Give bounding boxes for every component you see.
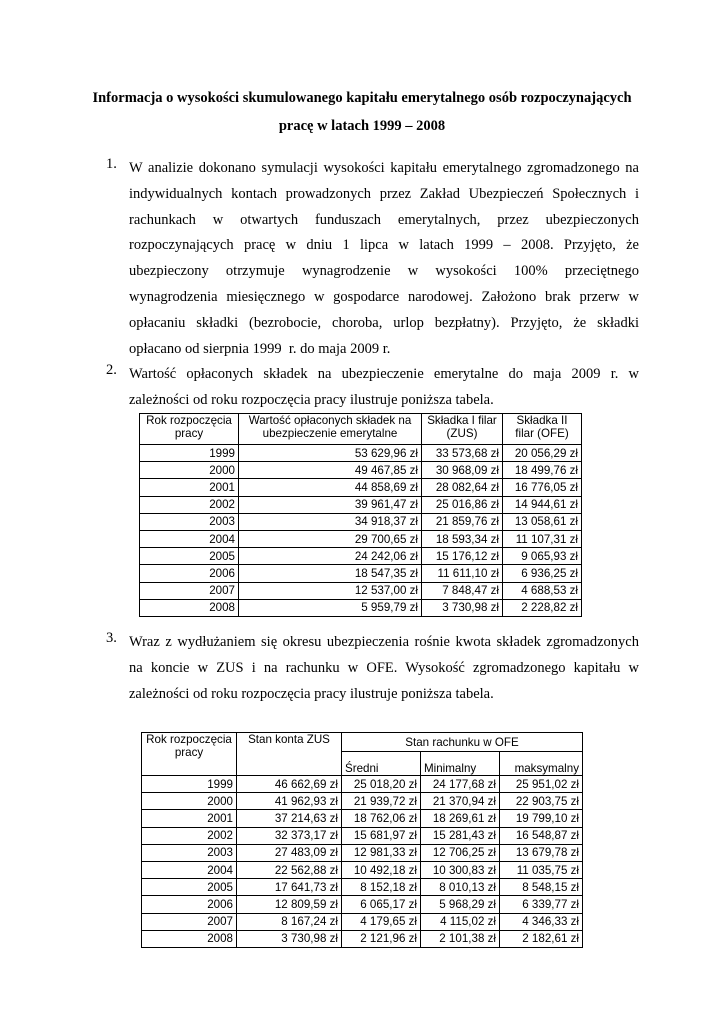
- table-row: [142, 879, 583, 896]
- item-number: 1.: [106, 156, 117, 172]
- table-cell: 22 903,75 zł: [500, 793, 583, 810]
- table-cell: 8 167,24 zł: [237, 913, 342, 930]
- table-cell: 8 548,15 zł: [500, 879, 583, 896]
- table-cell: 10 300,83 zł: [421, 861, 500, 878]
- table-cell: 5 968,29 zł: [421, 896, 500, 913]
- table-cell: 24 177,68 zł: [421, 776, 500, 793]
- table-row: [140, 445, 582, 462]
- table-cell: 13 058,61 zł: [503, 513, 582, 530]
- contributions-table: [139, 413, 582, 617]
- table-cell: 2 182,61 zł: [500, 930, 583, 947]
- document-title: [60, 84, 664, 140]
- table-cell: 34 918,37 zł: [239, 513, 422, 530]
- table-row: [142, 827, 583, 844]
- title-line: Informacja o wysokości skumulowanego kapitału emerytalnego osób rozpoczynających: [92, 90, 632, 106]
- table-row: [140, 462, 582, 479]
- table-cell: 12 981,33 zł: [342, 844, 421, 861]
- table-cell: 19 799,10 zł: [500, 810, 583, 827]
- table-row: [140, 496, 582, 513]
- table-cell: 32 373,17 zł: [237, 827, 342, 844]
- title-line: pracę w latach 1999 – 2008: [278, 118, 446, 134]
- table-row: [140, 513, 582, 530]
- table-cell: 2 121,96 zł: [342, 930, 421, 947]
- table-cell: 17 641,73 zł: [237, 879, 342, 896]
- table-cell: 18 593,34 zł: [422, 530, 503, 547]
- table-cell: 2000: [142, 793, 237, 810]
- table-cell: 25 951,02 zł: [500, 776, 583, 793]
- table-cell: 11 611,10 zł: [422, 565, 503, 582]
- table-cell: 30 968,09 zł: [422, 462, 503, 479]
- table-cell: 11 035,75 zł: [500, 861, 583, 878]
- table-row: [140, 530, 582, 547]
- table-row: [142, 793, 583, 810]
- capital-table: [141, 732, 583, 948]
- table-cell: 41 962,93 zł: [237, 793, 342, 810]
- table-cell: 2006: [142, 896, 237, 913]
- table-cell: 2007: [140, 582, 239, 599]
- table-cell: 12 706,25 zł: [421, 844, 500, 861]
- table-cell: 4 115,02 zł: [421, 913, 500, 930]
- text-line: opłacaniu składki (bezrobocie, choroba, urlop bezpłatny). Przyjęto, że składki: [129, 314, 639, 331]
- table-cell: 4 346,33 zł: [500, 913, 583, 930]
- sub-header: Średni: [342, 752, 421, 776]
- table-row: [142, 844, 583, 861]
- text-line: zależności od roku rozpoczęcia pracy ilustruje poniższa tabela.: [129, 391, 494, 408]
- paragraph-2: [129, 362, 639, 414]
- table-row: [142, 776, 583, 793]
- sub-header: maksymalny: [500, 752, 583, 776]
- item-number: 3.: [106, 630, 117, 646]
- table-cell: 33 573,68 zł: [422, 445, 503, 462]
- table-cell: 12 809,59 zł: [237, 896, 342, 913]
- table-cell: 37 214,63 zł: [237, 810, 342, 827]
- table-cell: 2000: [140, 462, 239, 479]
- table-cell: 11 107,31 zł: [503, 530, 582, 547]
- column-header: Stan rachunku w OFE: [342, 733, 583, 752]
- table-row: [142, 913, 583, 930]
- table-cell: 2002: [142, 827, 237, 844]
- table-row: [142, 861, 583, 878]
- table-cell: 2002: [140, 496, 239, 513]
- table-cell: 21 859,76 zł: [422, 513, 503, 530]
- table-cell: 9 065,93 zł: [503, 548, 582, 565]
- table-cell: 2 228,82 zł: [503, 599, 582, 616]
- table-cell: 21 370,94 zł: [421, 793, 500, 810]
- sub-header: Minimalny: [421, 752, 500, 776]
- text-line: na koncie w ZUS i na rachunku w OFE. Wysokość zgromadzonego kapitału w: [129, 659, 639, 676]
- table-cell: 16 776,05 zł: [503, 479, 582, 496]
- table-row: [140, 548, 582, 565]
- table-cell: 6 936,25 zł: [503, 565, 582, 582]
- table-cell: 3 730,98 zł: [422, 599, 503, 616]
- table-cell: 2006: [140, 565, 239, 582]
- item-number: 2.: [106, 362, 117, 378]
- table-cell: 16 548,87 zł: [500, 827, 583, 844]
- column-header: Rok rozpoczęcia pracy: [142, 733, 237, 776]
- text-line: rozpoczynających pracę w dniu 1 lipca w latach 1999 – 2008. Przyjęto, że: [129, 237, 639, 254]
- table-cell: 2008: [142, 930, 237, 947]
- table-cell: 53 629,96 zł: [239, 445, 422, 462]
- table-row: [140, 582, 582, 599]
- table-row: [142, 810, 583, 827]
- text-line: Wraz z wydłużaniem się okresu ubezpieczenia rośnie kwota składek zgromadzonych: [129, 634, 639, 650]
- column-header: Składka I filar (ZUS): [422, 414, 503, 445]
- table-cell: 8 152,18 zł: [342, 879, 421, 896]
- table-cell: 25 016,86 zł: [422, 496, 503, 513]
- table-cell: 2003: [140, 513, 239, 530]
- column-header: Rok rozpoczęcia pracy: [140, 414, 239, 445]
- table-cell: 5 959,79 zł: [239, 599, 422, 616]
- table-cell: 28 082,64 zł: [422, 479, 503, 496]
- text-line: wynagrodzenia miesięcznego w gospodarce narodowej. Założono brak przerw w: [129, 288, 639, 305]
- table-cell: 29 700,65 zł: [239, 530, 422, 547]
- table-cell: 13 679,78 zł: [500, 844, 583, 861]
- text-line: zależności od roku rozpoczęcia pracy ilustruje poniższa tabela.: [129, 685, 494, 702]
- table-row: [140, 565, 582, 582]
- table-cell: 18 499,76 zł: [503, 462, 582, 479]
- table-cell: 3 730,98 zł: [237, 930, 342, 947]
- table-cell: 22 562,88 zł: [237, 861, 342, 878]
- text-line: rachunkach w otwartych funduszach emerytalnych, przez ubezpieczonych: [129, 211, 639, 228]
- table-cell: 2003: [142, 844, 237, 861]
- table-cell: 2004: [140, 530, 239, 547]
- text-line: opłacano od sierpnia 1999 r. do maja 2009 r.: [129, 340, 391, 357]
- table-cell: 7 848,47 zł: [422, 582, 503, 599]
- table-cell: 2008: [140, 599, 239, 616]
- text-line: ubezpieczony otrzymuje wynagrodzenie w wysokości 100% przeciętnego: [129, 263, 639, 280]
- table-cell: 25 018,20 zł: [342, 776, 421, 793]
- paragraph-3: [129, 630, 639, 707]
- table-cell: 4 688,53 zł: [503, 582, 582, 599]
- table-cell: 10 492,18 zł: [342, 861, 421, 878]
- table-cell: 8 010,13 zł: [421, 879, 500, 896]
- table-cell: 6 339,77 zł: [500, 896, 583, 913]
- table-cell: 21 939,72 zł: [342, 793, 421, 810]
- table-cell: 2005: [142, 879, 237, 896]
- table-cell: 14 944,61 zł: [503, 496, 582, 513]
- table-row: [142, 930, 583, 947]
- table-row: [140, 599, 582, 616]
- table-cell: 1999: [142, 776, 237, 793]
- text-line: Wartość opłaconych składek na ubezpieczenie emerytalne do maja 2009 r. w: [129, 366, 639, 382]
- table-cell: 18 547,35 zł: [239, 565, 422, 582]
- table-cell: 46 662,69 zł: [237, 776, 342, 793]
- table-cell: 15 176,12 zł: [422, 548, 503, 565]
- table-cell: 44 858,69 zł: [239, 479, 422, 496]
- paragraph-1: [129, 156, 639, 362]
- table-cell: 2004: [142, 861, 237, 878]
- text-line: indywidualnych kontach prowadzonych przez Zakład Ubezpieczeń Społecznych i: [129, 185, 639, 202]
- text-line: W analizie dokonano symulacji wysokości kapitału emerytalnego zgromadzonego na: [129, 160, 639, 176]
- table-cell: 18 762,06 zł: [342, 810, 421, 827]
- column-header: Wartość opłaconych składek na ubezpieczenie emerytalne: [239, 414, 422, 445]
- table-cell: 1999: [140, 445, 239, 462]
- table-cell: 39 961,47 zł: [239, 496, 422, 513]
- table-cell: 15 681,97 zł: [342, 827, 421, 844]
- table-cell: 49 467,85 zł: [239, 462, 422, 479]
- table-cell: 2001: [142, 810, 237, 827]
- table-row: [140, 479, 582, 496]
- table-cell: 6 065,17 zł: [342, 896, 421, 913]
- table-cell: 2005: [140, 548, 239, 565]
- table-cell: 18 269,61 zł: [421, 810, 500, 827]
- table-cell: 24 242,06 zł: [239, 548, 422, 565]
- table-row: [142, 896, 583, 913]
- column-header: Składka II filar (OFE): [503, 414, 582, 445]
- table-cell: 4 179,65 zł: [342, 913, 421, 930]
- table-cell: 2001: [140, 479, 239, 496]
- table-cell: 27 483,09 zł: [237, 844, 342, 861]
- table-cell: 15 281,43 zł: [421, 827, 500, 844]
- table-cell: 12 537,00 zł: [239, 582, 422, 599]
- table-cell: 2 101,38 zł: [421, 930, 500, 947]
- table-cell: 20 056,29 zł: [503, 445, 582, 462]
- column-header: Stan konta ZUS: [237, 733, 342, 776]
- table-cell: 2007: [142, 913, 237, 930]
